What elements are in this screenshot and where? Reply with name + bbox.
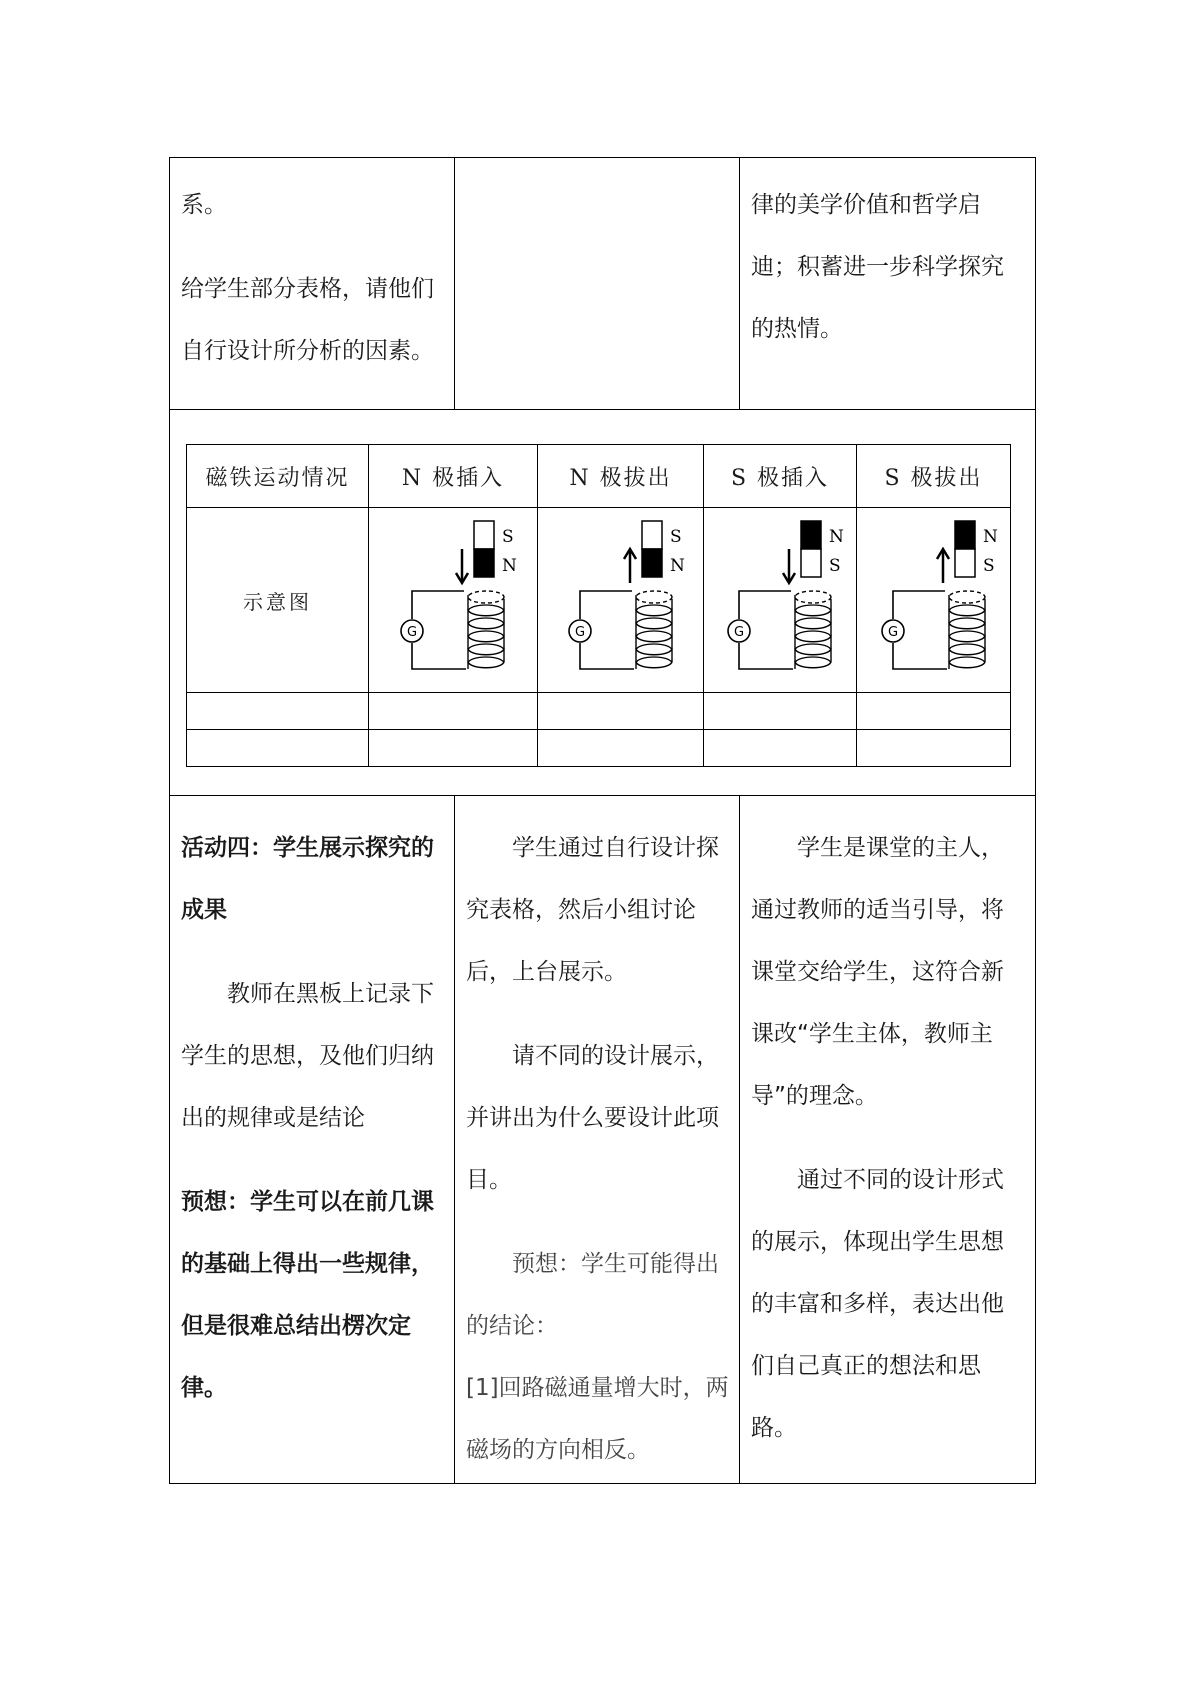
text-para: 给学生部分表格，请他们自行设计所分析的因素。 [181,276,434,364]
coil-top-dashed [949,591,985,603]
cell-empty [455,158,740,410]
coil-turn [949,648,985,655]
pole-label: S [502,527,514,547]
magnet-top [474,521,494,549]
circuit-wire [739,591,791,619]
pole-label: N [982,527,998,547]
galvanometer-label: G [406,625,418,640]
coil-turn [795,635,831,642]
circuit-wire [580,591,632,619]
pole-label: S [669,527,682,547]
coil-turn [795,622,831,629]
student-text: 学生通过自行设计探究表格，然后小组讨论后，上台展示。 [466,835,719,985]
circuit-wire [893,643,947,669]
empty-cell [538,693,704,730]
coil-turn [636,622,672,629]
coil-turn-back [949,631,985,637]
magnet-top [642,521,662,549]
circuit-wire [739,643,793,669]
magnet-top [955,521,975,549]
coil-diagram [546,515,696,685]
header-cell: S 极插入 [704,445,857,508]
header-row [187,445,1011,508]
header-cell: N 极插入 [369,445,538,508]
coil-turn [468,609,504,616]
coil-turn-back [949,657,985,663]
cell-activity [170,796,455,1484]
student-prediction: 预想：学生可能得出的结论： [466,1251,719,1339]
header-cell: 磁铁运动情况 [187,445,369,508]
diagram-row [187,508,1011,693]
coil-turn [949,635,985,642]
coil-turn-back [468,657,504,663]
coil-turn [636,661,672,668]
coil-turn-back [636,644,672,650]
coil-turn-back [795,644,831,650]
empty-cell [369,730,538,767]
coil-turn-back [795,657,831,663]
galvanometer-label: G [887,625,898,640]
magnet-bottom [955,549,975,577]
coil-top-dashed [468,591,504,603]
coil-turn-back [636,618,672,624]
experiment-table [186,444,1011,767]
empty-cell [857,693,1011,730]
coil-turn-back [795,605,831,611]
pole-label: N [502,556,517,576]
coil-turn-back [468,644,504,650]
pole-label: S [982,556,995,576]
empty-row [187,730,1011,767]
galvanometer-label: G [733,625,745,640]
student-conclusion: [1]回路磁通量增大时，两磁场的方向相反。 [466,1375,729,1463]
circuit-wire [893,591,945,619]
circuit-wire [412,643,466,669]
coil-turn-back [795,631,831,637]
magnet-bottom [474,549,494,577]
coil-turn-back [636,631,672,637]
cell-design [170,158,455,410]
diagram-cell [857,508,1011,693]
empty-cell [857,730,1011,767]
text-para: 律的美学价值和哲学启迪；积蓄进一步科学探究的热情。 [751,192,1004,342]
coil-diagram [705,515,855,685]
coil-turn [468,648,504,655]
coil-turn-back [795,618,831,624]
coil-turn [795,648,831,655]
coil-turn [636,648,672,655]
student-text: 请不同的设计展示，并讲出为什么要设计此项目。 [466,1043,719,1193]
coil-top-dashed [636,591,672,603]
coil-turn-back [468,618,504,624]
coil-turn [949,661,985,668]
intent-text: 通过不同的设计形式的展示，体现出学生思想的丰富和多样，表达出他们自己真正的想法和思路。 [751,1167,1004,1441]
coil-turn-back [636,657,672,663]
header-cell: N 极拔出 [538,445,704,508]
coil-top-dashed [795,591,831,603]
empty-cell [187,730,369,767]
galvanometer-label: G [574,625,585,640]
table-row [170,796,1036,1484]
circuit-wire [412,591,464,619]
coil-turn [636,635,672,642]
coil-turn [949,609,985,616]
cell-intent [740,158,1036,410]
cell-student [455,796,740,1484]
coil-turn-back [949,605,985,611]
coil-diagram [859,515,1009,685]
diagram-cell [369,508,538,693]
empty-cell [704,730,857,767]
empty-row [187,693,1011,730]
row-label: 示意图 [243,589,312,614]
diagram-cell [538,508,704,693]
pole-label: S [829,556,841,576]
magnet-bottom [801,549,821,577]
coil-turn [795,661,831,668]
text-para: 系。 [181,192,227,218]
header-cell: S 极拔出 [857,445,1011,508]
circuit-wire [580,643,634,669]
pole-label: N [829,527,844,547]
empty-cell [369,693,538,730]
coil-turn [468,635,504,642]
coil-turn [468,661,504,668]
coil-diagram [378,515,528,685]
teacher-text: 教师在黑板上记录下学生的思想，及他们归纳出的规律或是结论 [181,981,434,1131]
coil-turn-back [468,605,504,611]
coil-turn [795,609,831,616]
pole-label: N [669,556,685,576]
empty-cell [187,693,369,730]
magnet-top [801,521,821,549]
coil-turn-back [636,605,672,611]
coil-turn-back [949,644,985,650]
empty-cell [538,730,704,767]
cell-intent [740,796,1036,1484]
coil-turn-back [468,631,504,637]
diagram-cell [704,508,857,693]
row-label-cell [187,508,369,693]
coil-turn [636,609,672,616]
coil-turn-back [949,618,985,624]
activity-title: 活动四：学生展示探究的成果 [181,835,434,923]
prediction-text: 预想：学生可以在前几课的基础上得出一些规律，但是很难总结出楞次定律。 [181,1189,434,1401]
coil-turn [468,622,504,629]
lesson-plan-table [169,157,1036,1484]
magnet-bottom [642,549,662,577]
intent-text: 学生是课堂的主人，通过教师的适当引导，将课堂交给学生，这符合新课改“学生主体，教师主导”的理念。 [751,835,1004,1109]
coil-turn [949,622,985,629]
table-row [170,158,1036,410]
empty-cell [704,693,857,730]
